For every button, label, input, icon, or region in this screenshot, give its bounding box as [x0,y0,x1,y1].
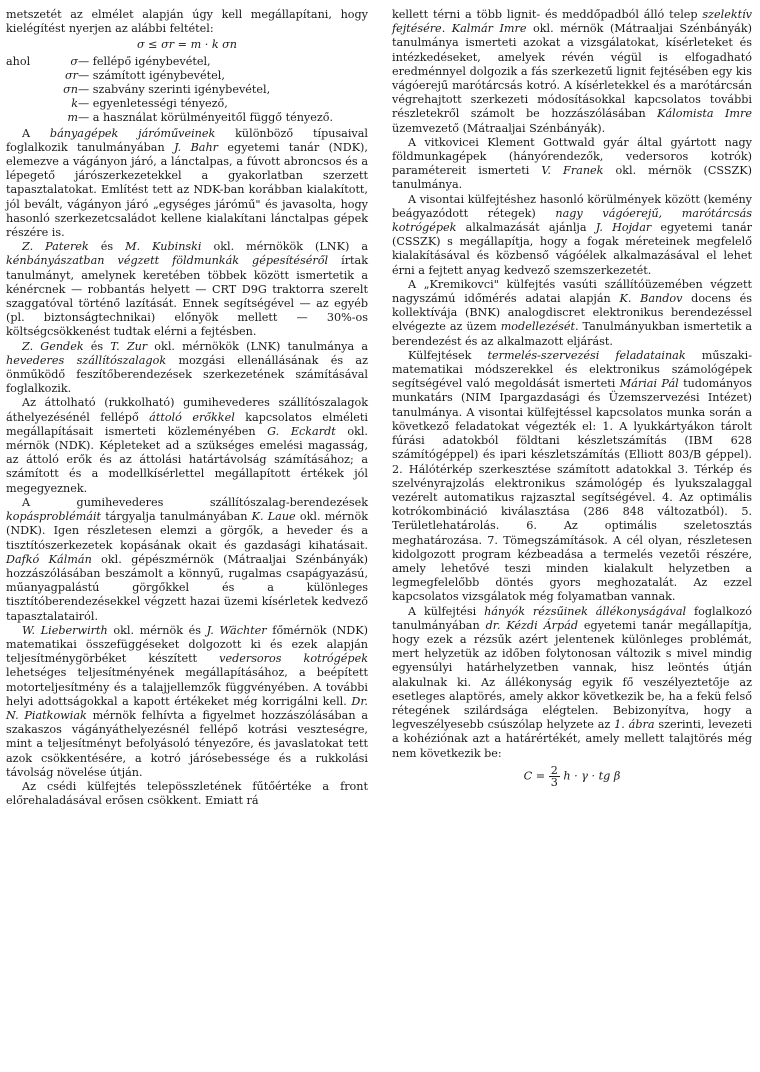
stress-condition-formula: σ ≤ σr = m · k σn [136,38,238,52]
paragraph-bahr: A bányagépek járóműveinek különböző típusaival foglalkozik tanulmányában J. Bahr egyetemi tanár (NDK), elemezve a vágányon járó, a lánctalpas, a fúvott abroncsos és a lépegető járószerkezetekkel a gyakorlatban szerzett tapasztalatokat. Említést tett az NDK-ban korábban kialakított, jól bevált, vágányon járó „egységes járómű" és javasolta, hogy hasonló szerkezetcsaládot kellene kialakítani lánctalpas gépek részére is. [6,126,368,240]
formula-fraction [549,765,560,788]
paragraph-franek: A vitkovicei Klement Gottwald gyár által gyártott nagy földmunkagépek (hányórendezők, vedersoros kotrók) paramétereit ismerteti V. Franek okl. mérnök (CSSZK) tanulmánya. [392,135,753,192]
symbol-description: — szabvány szerinti igénybevétel, [78,82,271,96]
cohesion-formula [392,765,752,788]
right-column [392,8,752,788]
symbol-legend [6,55,333,125]
symbol-row [6,69,333,83]
symbol-description: — számított igénybevétel, [78,68,225,82]
formula-lhs: C = [523,769,546,783]
symbol: σr [65,68,78,82]
symbol-row [6,55,333,69]
fraction-numerator: 2 [550,763,558,777]
symbol-row [6,111,333,125]
symbol-description: — egyenletességi tényező, [78,96,228,110]
paragraph-eckardt: Az áttolható (rukkolható) gumihevederes szállítószalagok áthelyezésénél fellépő áttoló erőkkel kapcsolatos elméleti megállapításait ismerteti közleményében G. Eckardt okl. mérnök (NDK). Képleteket ad a szükséges emelési magasság, az áttoló erők és az áttolási határtávolság számításához; a számított és a modellkísérlettel megállapított értékek jól megegyeznek. [6,396,368,495]
paragraph-gendek: Z. Gendek és T. Zur okl. mérnökök (LNK) tanulmánya a hevederes szállítószalagok mozgási ellenállásának és az önműködő feszítőberendezések szerkezetének számításával foglalkozik. [6,339,368,396]
paragraph-csedi: Az csédi külfejtés telepösszletének fűtőértéke a front előrehaladásával erősen csökkent. Emiatt rá [6,779,368,808]
left-column [6,8,368,808]
paragraph-kalmar: kellett térni a több lignit- és meddőpadból álló telep szelektív fejtésére. Kalmár Imre okl. mérnök (Mátraaljai Szénbányák) tanulmánya ismerteti azokat a vizsgálatokat, kísérleteket és intézkedéseket, amelyek révén végül is elfogadható eredménnyel dolgozik a fás szerkezetű lignit fejtésében egy kis vágóerejű marótárcsás kotró. A kísérletekkel és a marótárcsán végrehajtott szerkezeti módosításokkal kapcsolatos további részletekről számolt be hozzászólásában Kálomista Imre üzemvezető (Mátraaljai Szénbányák). [392,8,752,135]
fraction-denominator: 3 [550,775,558,789]
paragraph-bandov: A „Kremikovci" külfejtés vasúti szállítóüzemében végzett nagyszámú időmérés adatai alapján K. Bandov docens és kollektívája (BNK) analogdiscret elektronikus berendezéssel elvégezte az üzem modellezését. Tanulmányukban ismertetik a berendezést és az alkalmazott eljárást. [392,277,752,348]
paragraph-laue: A gumihevederes szállítószalag-berendezések kopásproblémáit tárgyalja tanulmányában K. Laue okl. mérnök (NDK). Igen részletesen elemzi a görgők, a heveder és a tisztítószerkezetek kopásának okait és gazdasági kihatásait. Dafkó Kálmán okl. gépészmérnök (Mátraaljai Szénbányák) hozzászólásában beszámolt a könnyű, rugalmas csapágyazású, műanyagpalástú görgőkkel és a különleges tisztítóberendezésekkel végzett hazai üzemi kísérletek kedvező tapasztalatairól. [6,495,369,623]
paragraph-kezdi: A külfejtési hányók rézsűinek állékonyságával foglalkozó tanulmányában dr. Kézdi Árpád egyetemi tanár megállapítja, hogy ezek a rézsűk azért jelentenek különleges problémát, mert helyzetük az időben folytonosan változik s mivel mindig egyensúlyi határhelyzetben vannak, hisz leöntés útján alakulnak ki. Az állékonyság egyik fő veszélyeztetője az esetleges alaptörés, amely akkor következik be, ha a fekü felső rétegének szilárdsága elégtelen. Bebizonyítva, hogy a legveszélyesebb csúszólap helyzete az 1. ábra szerinti, levezeti a kohéziónak azt a határértékét, amely mellett talajtörés még nem következik be: [392,604,752,760]
paragraph-hojdar: A visontai külfejtéshez hasonló körülmények között (kemény beágyazódott rétegek) nagy vágóerejű, marótárcsás kotrógépek alkalmazását ajánlja J. Hojdar egyetemi tanár (CSSZK) s megállapítja, hogy a fogak méreteinek megfelelő kialakításával és közbenső vágóélek alkalmazásával el lehet érni a fejtett anyag kedvező szemszerkezetét. [392,192,753,277]
symbols-lead: ahol [6,54,31,68]
symbol: σ [70,54,78,68]
symbol: k [71,96,78,110]
paragraph-lieberwirth: W. Lieberwirth okl. mérnök és J. Wächter főmérnök (NDK) matematikai összefüggéseket dolgozott ki és ezek alapján teljesítménygörbéket készített vedersoros kotrógépek lehetséges teljesítményének megállapításához, a beépített motorteljesítmény és a talajjellemzők függvényében. A további helyi adottságokkal a kapott értékeket még korrigálni kell. Dr. N. Piatkowiak mérnök felhívta a figyelmet hozzászólásában a szakaszos vágányáthelyezésnél fellépő kotrási veszteségre, mint a teljesítményt befolyásoló tényezőre, és javaslatokat tett azok csökkentésére, a kotró járósebessége és a rukkolási távolság növelése útján. [6,623,368,779]
paragraph-mariai: Külfejtések termelés-szervezési feladatainak műszaki-matematikai módszerekkel és elektronikus számológépek segítségével való megoldását ismerteti Máriai Pál tudományos munkatárs (NIM Ipargazdasági és Üzemszervezési Intézet) tanulmánya. A visontai külfejtéssel kapcsolatos munka során a következő feladatokat végezték el: 1. A lyukkártyákon tárolt fúrási adatokból földtani készletszámítás (IBM 628 számítógéppel) és ipari készletszámítás (Elliott 803/B géppel). 2. Hálótérkép szerkesztése számított adatokkal 3. Térkép és szelvényrajzolás elektronikus számológép és lyukszalaggal vezérelt automatikus rajzasztal segítségével. 4. Az optimális kotrókombináció kiválasztása (286 848 változatból). 5. Területlehatárolás. 6. Az optimális szeletosztás meghatározása. 7. Tömegszámítások. A cél olyan, részletesen kidolgozott program kézbeadása a termelés vezetői részére, amely lehetővé teszi minden kialakult helyzetben a legmegfelelőbb döntés gyors meghozatalát. Az ezzel kapcsolatos vizsgálatok még folyamatban vannak. [392,348,752,604]
symbol: σn [63,82,78,96]
formula-rhs: h · γ · tg β [563,769,621,783]
symbol-description: — a használat körülményeitől függő tényező. [78,110,334,124]
symbol-row [6,83,333,97]
symbol-description: — fellépő igénybevétel, [78,54,211,68]
symbol-row [6,97,333,111]
symbol: m [67,110,78,124]
intro-text: metszetét az elmélet alapján úgy kell megállapítani, hogy kielégítést nyerjen az alábbi feltétel: [6,8,368,36]
paragraph-paterek: Z. Paterek és M. Kubinski okl. mérnökök (LNK) a kénbányászatban végzett földmunkák gépesítéséről írtak tanulmányt, amelynek keretében többek között ismertetik a kénércnek — robbantás helyett — CRT D9G traktorra szerelt szaggatóval történő lazítását. Ennek segítségével — az egyéb (pl. biztonságtechnikai) előnyök mellett — 30%-os költségcsökkenést tudtak elérni a fejtésben. [6,240,368,339]
